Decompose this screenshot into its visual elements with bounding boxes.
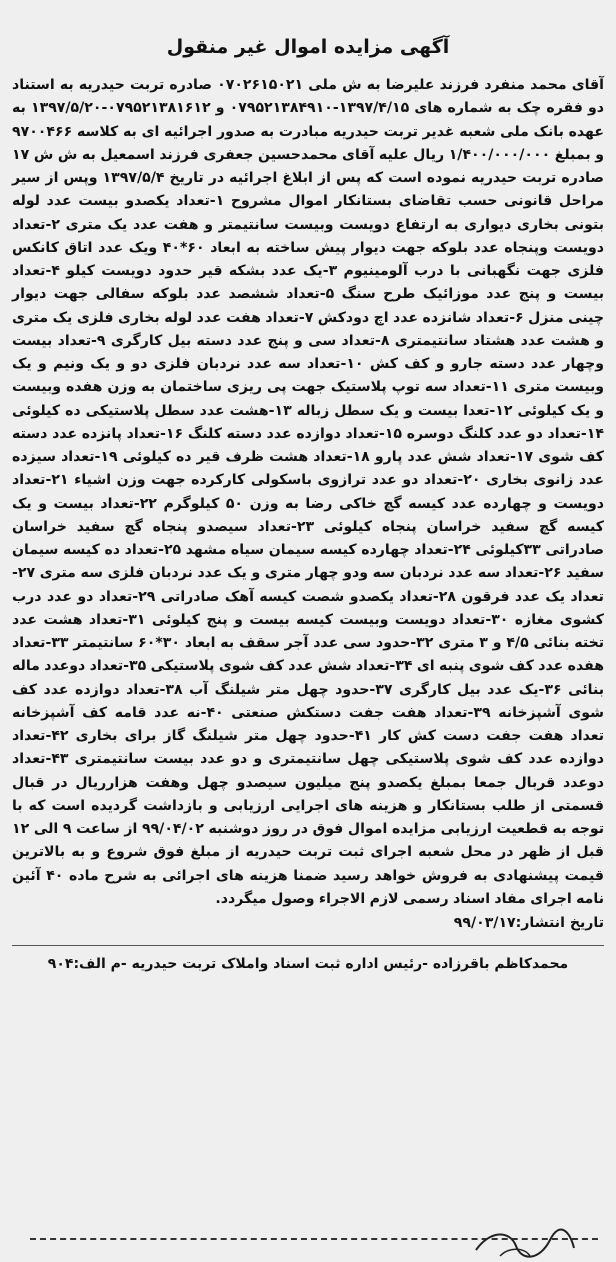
signature-line: محمدکاظم باقرزاده -رئیس اداره ثبت اسناد واملاک تربت حیدریه -م الف:۹۰۴ bbox=[47, 956, 569, 972]
scribble-mark-icon bbox=[470, 1226, 580, 1262]
notice-body: آقای محمد منفرد فرزند علیرضا به ش ملی ۰۷۰۲۶۱۵۰۲۱ صادره تربت حیدریه به استناد دو فقره چک به شماره های ۱۳۹۷/۴/۱۵-۰۷۹۵۲۱۳۸۴۹۱۰ و ۰۷۹۵۲۱۳۸۱۶۱۲-۱۳۹۷/۵/۲۰ به عهده بانک ملی شعبه غدیر تربت حیدریه مبادرت به صدور اجرائیه ای به کلاسه ۹۷۰۰۴۶۶ و بمبلغ ۱/۴۰۰/۰۰۰/۰۰۰ ریال علیه آقای محمدحسین جعفری فرزند اسمعیل به ش ش ۱۷ صادره تربت حیدریه نموده است که پس از ابلاغ اجرائیه در تاریخ ۱۳۹۷/۵/۴ وپس از سیر مراحل قانونی حسب تقاضای بستانکار اموال مشروح ۱-تعداد یکصدو بیست عدد لوله بتونی بخاری دیواری به ارتفاع دویست وبیست سانتیمتر و هفت عدد یک متری ۲-تعداد دویست وپنجاه عدد بلوکه جهت دیوار پیش ساخته به ابعاد ۶۰*۴۰ ویک عدد اتاق کانکس فلزی جهت نگهبانی با درب آلومینیوم ۳-یک عدد بشکه قیر حدود دویست کیلو ۴-تعداد بیست و پنج عدد موزائیک طرح سنگ ۵-تعداد ششصد عدد بلوکه سفالی جهت دیوار چینی منزل ۶-تعداد شانزده عدد اچ دودکش ۷-تعداد هفت عدد لوله بخاری فلزی یک متری و هشت عدد هشتاد سانتیمتری ۸-تعداد سی و پنج عدد دسته بیل کارگری ۹-تعداد بیست وچهار عدد دسته جارو و کف کش ۱۰-تعداد سه عدد نردبان فلزی دو و یک ونیم و یک وبیست متری ۱۱-تعداد سه توپ پلاستیک جهت پی ریزی ساختمان به وزن هفده وبیست و یک کیلوئی ۱۲-تعدا بیست و یک سطل زباله ۱۳-هشت عدد سطل پلاستیکی ده کیلوئی ۱۴-تعداد دو عدد کلنگ دوسره ۱۵-تعداد دوازده عدد دسته کلنگ ۱۶-تعداد پانزده عدد دسته کف شوی ۱۷-تعداد شش عدد پارو ۱۸-تعداد هشت ظرف قیر ده کیلوئی ۱۹-تعداد سیزده عدد زانوی بخاری ۲۰-تعداد دو عدد ترازوی باسکولی کارکرده جهت وزن اشیاء ۲۱-تعداد دویست و چهارده عدد کیسه گچ خاکی رضا به وزن ۵۰ کیلوگرم ۲۲-تعداد بیست و یک کیسه گچ سفید خراسان پنجاه کیلوئی ۲۳-تعداد سیصدو پنجاه گچ سفید خراسان صادراتی ۳۳کیلوئی ۲۴-تعداد چهارده کیسه سیمان سیاه مشهد ۲۵-تعداد ده کیسه سیمان سفید ۲۶-تعداد سه عدد نردبان سه ودو چهار متری و یک عدد نردبان فلزی سه متری ۲۷-تعداد یک عدد فرقون ۲۸-تعداد یکصدو شصت کیسه آهک صادراتی ۲۹-تعداد دو عدد درب کشوی مغازه ۳۰-تعداد دویست وبیست کیسه بیست و پنج کیلوئی ۳۱-تعداد هشت عدد تخته بنائی ۴/۵ و ۳ متری ۳۲-حدود سی عدد آجر سقف به ابعاد ۳۰*۶۰ سانتیمتر ۳۳-تعداد هفده عدد کف شوی پنبه ای ۳۴-تعداد شش عدد کف شوی پلاستیکی ۳۵-تعداد دوعدد ماله بنائی ۳۶-یک عدد بیل کارگری ۳۷-حدود چهل متر شیلنگ آب ۳۸-تعداد دوازده عدد کف شوی آشپزخانه ۳۹-تعداد هفت جفت دستکش صنعتی ۴۰-نه عدد قامه کف آشپزخانه تعداد هفت جفت دست کش کار ۴۱-حدود چهل متر شیلنگ گاز برای بخاری ۴۲-تعداد دوازده عدد کف شوی پلاستیکی چهل سانتیمتری و دو عدد بیست سانتیمتری ۴۳-تعداد دوعدد قربال جمعا بمبلغ یکصدو پنج میلیون سیصدو چهل وهفت هزارریال در قبال قسمتی از طلب بستانکار و هزینه های اجرایی ارزیابی و بازداشت گردیده است که با توجه به قطعیت ارزیابی مزایده اموال فوق در روز دوشنبه ۹۹/۰۴/۰۲ از ساعت ۹ الی ۱۲ قبل از ظهر در محل شعبه اجرای ثبت تربت حیدریه از مبلغ فوق شروع و به بالاترین قیمت پیشنهادی به فروش خواهد رسید ضمنا هزینه های اجرائی به شرح ماده ۴۰ آئین نامه اجرای مفاد اسناد رسمی لازم الاجراء وصول میگردد. bbox=[12, 77, 605, 907]
publish-date: تاریخ انتشار:۹۹/۰۳/۱۷ bbox=[453, 915, 604, 931]
footer-divider bbox=[12, 945, 604, 946]
notice-title: آگهی مزایده اموال غیر منقول bbox=[166, 36, 450, 58]
